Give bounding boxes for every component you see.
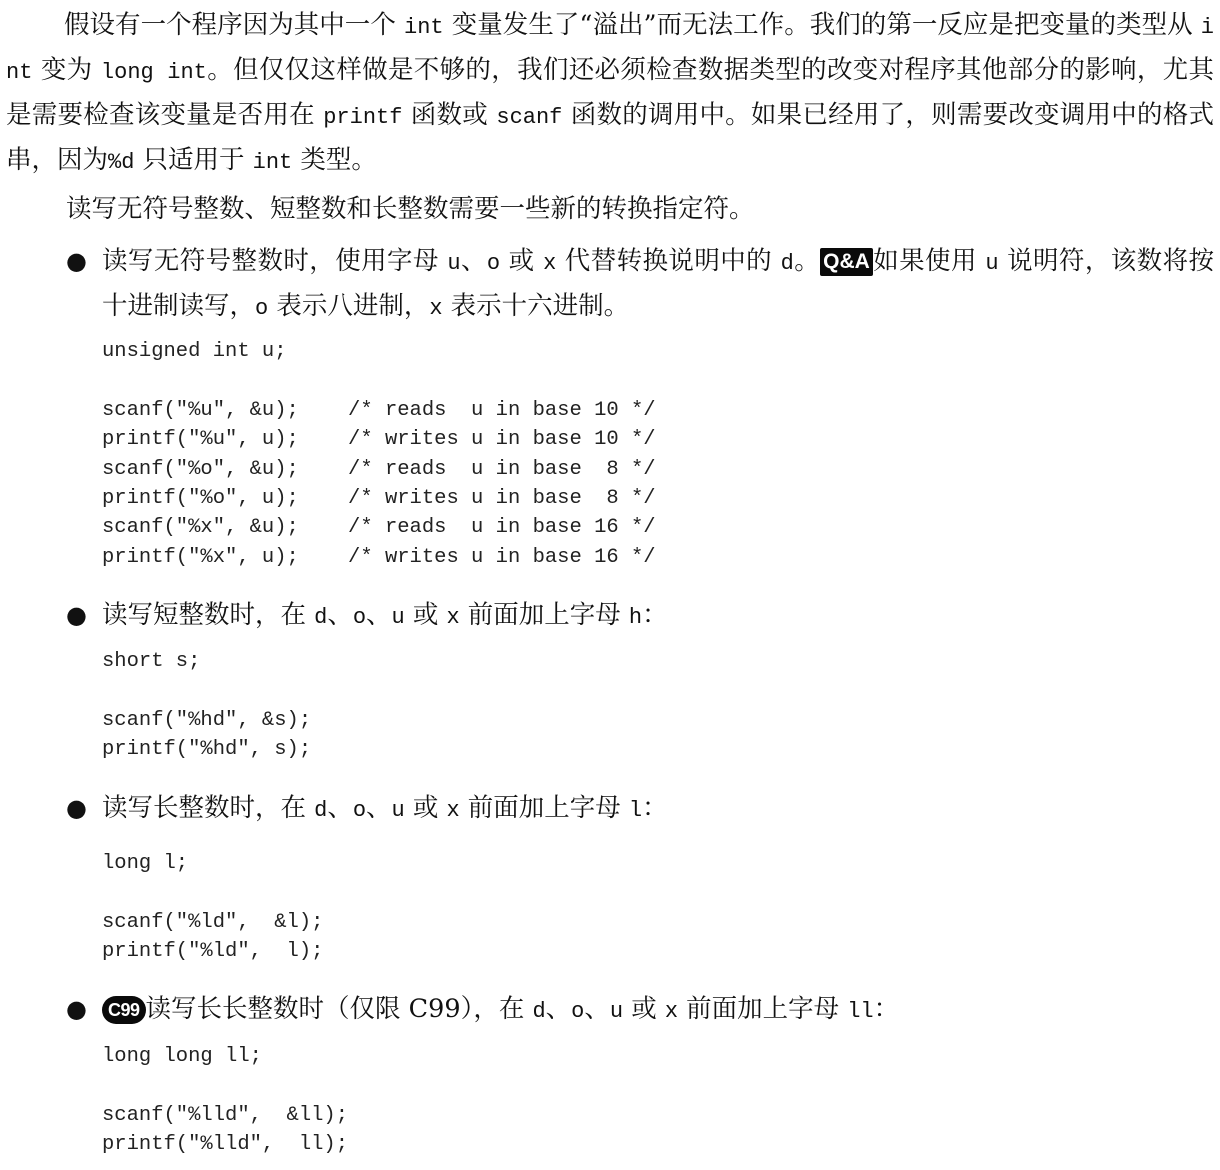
code-unsigned: unsigned int u; scanf("%u", &u); /* reads u in base 10 */ printf("%u", u); /* writes u in base 10 */ scanf("%o", &u); /* reads u in base 8 */ printf("%o", u); /* writes u in base 8 */ scanf("%x", &u); /* reads u in base 16 */ printf("%x", u); /* writes u in base 16 */ (102, 340, 656, 569)
bullet-short-text (102, 594, 1214, 639)
inline-code: x (446, 798, 460, 823)
inline-code: u (391, 605, 405, 630)
inline-code: x (543, 251, 557, 276)
code-short: short s; scanf("%hd", &s); printf("%hd", s); (102, 650, 312, 762)
text-run: 代替转换说明中的 (556, 246, 781, 276)
inline-code: int (252, 150, 293, 175)
text-run: ： (873, 994, 900, 1024)
text-run: 读写短整数时，在 (102, 600, 315, 630)
inline-code: x (446, 605, 460, 630)
text-run: 如果使用 (872, 246, 986, 276)
text-run: ： (642, 600, 668, 630)
bullet-long (66, 787, 1214, 832)
text-run: 。但仅仅这样做是不够的，我们还必须检查数据类型的改变对程序其他部分的影响，尤其是需要检查该变量是否用在 (6, 55, 1214, 130)
inline-code: long int (100, 60, 207, 85)
text-run: 变为 (32, 55, 101, 85)
text-run: 表示十六进制。 (442, 291, 630, 321)
inline-code: o (352, 798, 367, 823)
text-run: 或 (623, 994, 665, 1024)
qa-badge-icon: Q&A (820, 248, 873, 276)
inline-code: d (780, 251, 794, 276)
text-run: 前面加上字母 (678, 994, 848, 1024)
text-run: 、 (366, 793, 392, 823)
inline-code: o (352, 605, 367, 630)
text-run: 、 (366, 600, 392, 630)
text-run: 、 (584, 994, 610, 1024)
text-run: 。 (793, 246, 821, 276)
inline-code: ll (847, 999, 874, 1024)
intro-paragraph (6, 4, 1214, 184)
inline-code: u (985, 251, 999, 276)
bullet-dot: ● (66, 247, 87, 275)
bullet-unsigned (66, 240, 1214, 330)
inline-code: printf (323, 105, 403, 130)
inline-code: l (628, 798, 643, 823)
bullet-dot: ● (66, 995, 87, 1023)
text-run: 、 (327, 600, 353, 630)
inline-code: u (391, 798, 405, 823)
bullet-long-long (66, 988, 1214, 1033)
text-run: 或 (404, 793, 447, 823)
bullet-dot: ● (66, 794, 87, 822)
text-run: 类型。 (292, 145, 377, 175)
inline-code: int (6, 15, 1214, 85)
inline-code: int (404, 15, 444, 40)
code-long: long l; scanf("%ld", &l); printf("%ld", l); (102, 852, 324, 964)
code-long-long: long long ll; scanf("%lld", &ll); printf("%lld", ll); (102, 1045, 349, 1157)
inline-code: scanf (496, 105, 563, 130)
inline-code: x (664, 999, 679, 1024)
bullet-unsigned-text-part1 (102, 246, 820, 276)
text-run: 函数或 (402, 100, 497, 130)
text-run: 函数的调用中。如果已经用了，则需要改变调用中的格式串，因为 (6, 100, 1215, 175)
text-run: 读写长长整数时（仅限 C99），在 (145, 994, 533, 1024)
inline-code: d (532, 999, 546, 1024)
text-run: 假设有一个程序因为其中一个 (64, 10, 404, 40)
inline-code: u (609, 999, 624, 1024)
text-run: 读写长整数时，在 (102, 793, 315, 823)
bullet-long-text (102, 787, 1214, 832)
text-run: ： (642, 793, 668, 823)
inline-code: o (486, 251, 501, 276)
text-run: 只适用于 (134, 145, 253, 175)
text-run: 说明符，该数将按十进制读写， (102, 246, 1214, 321)
text-run: 、 (460, 246, 487, 276)
inline-code: h (628, 605, 643, 630)
text-run: 前面加上字母 (459, 600, 629, 630)
text-run: 、 (545, 994, 572, 1024)
inline-code: %d (108, 150, 135, 175)
bullet-unsigned-text (102, 240, 1214, 330)
text-run: 前面加上字母 (459, 793, 629, 823)
text-run: 表示八进制， (268, 291, 430, 321)
inline-code: x (429, 296, 443, 321)
text-run: 或 (500, 246, 544, 276)
text-run: 或 (404, 600, 447, 630)
bullet-long-long-text-body (146, 994, 900, 1024)
c99-badge-icon: C99 (102, 996, 146, 1024)
bullet-long-long-text (102, 988, 1214, 1033)
bullet-dot: ● (66, 601, 87, 629)
conversion-specifiers-paragraph: 读写无符号整数、短整数和长整数需要一些新的转换指定符。 (66, 194, 755, 224)
inline-code: o (571, 999, 585, 1024)
inline-code: u (447, 251, 461, 276)
text-run: 变量发生了“溢出”而无法工作。我们的第一反应是把变量的类型从 (443, 10, 1201, 40)
inline-code: d (314, 798, 328, 823)
inline-code: d (314, 605, 328, 630)
text-run: 、 (327, 793, 353, 823)
inline-code: o (255, 296, 269, 321)
bullet-short (66, 594, 1214, 639)
text-run: 读写无符号整数时，使用字母 (102, 246, 448, 276)
